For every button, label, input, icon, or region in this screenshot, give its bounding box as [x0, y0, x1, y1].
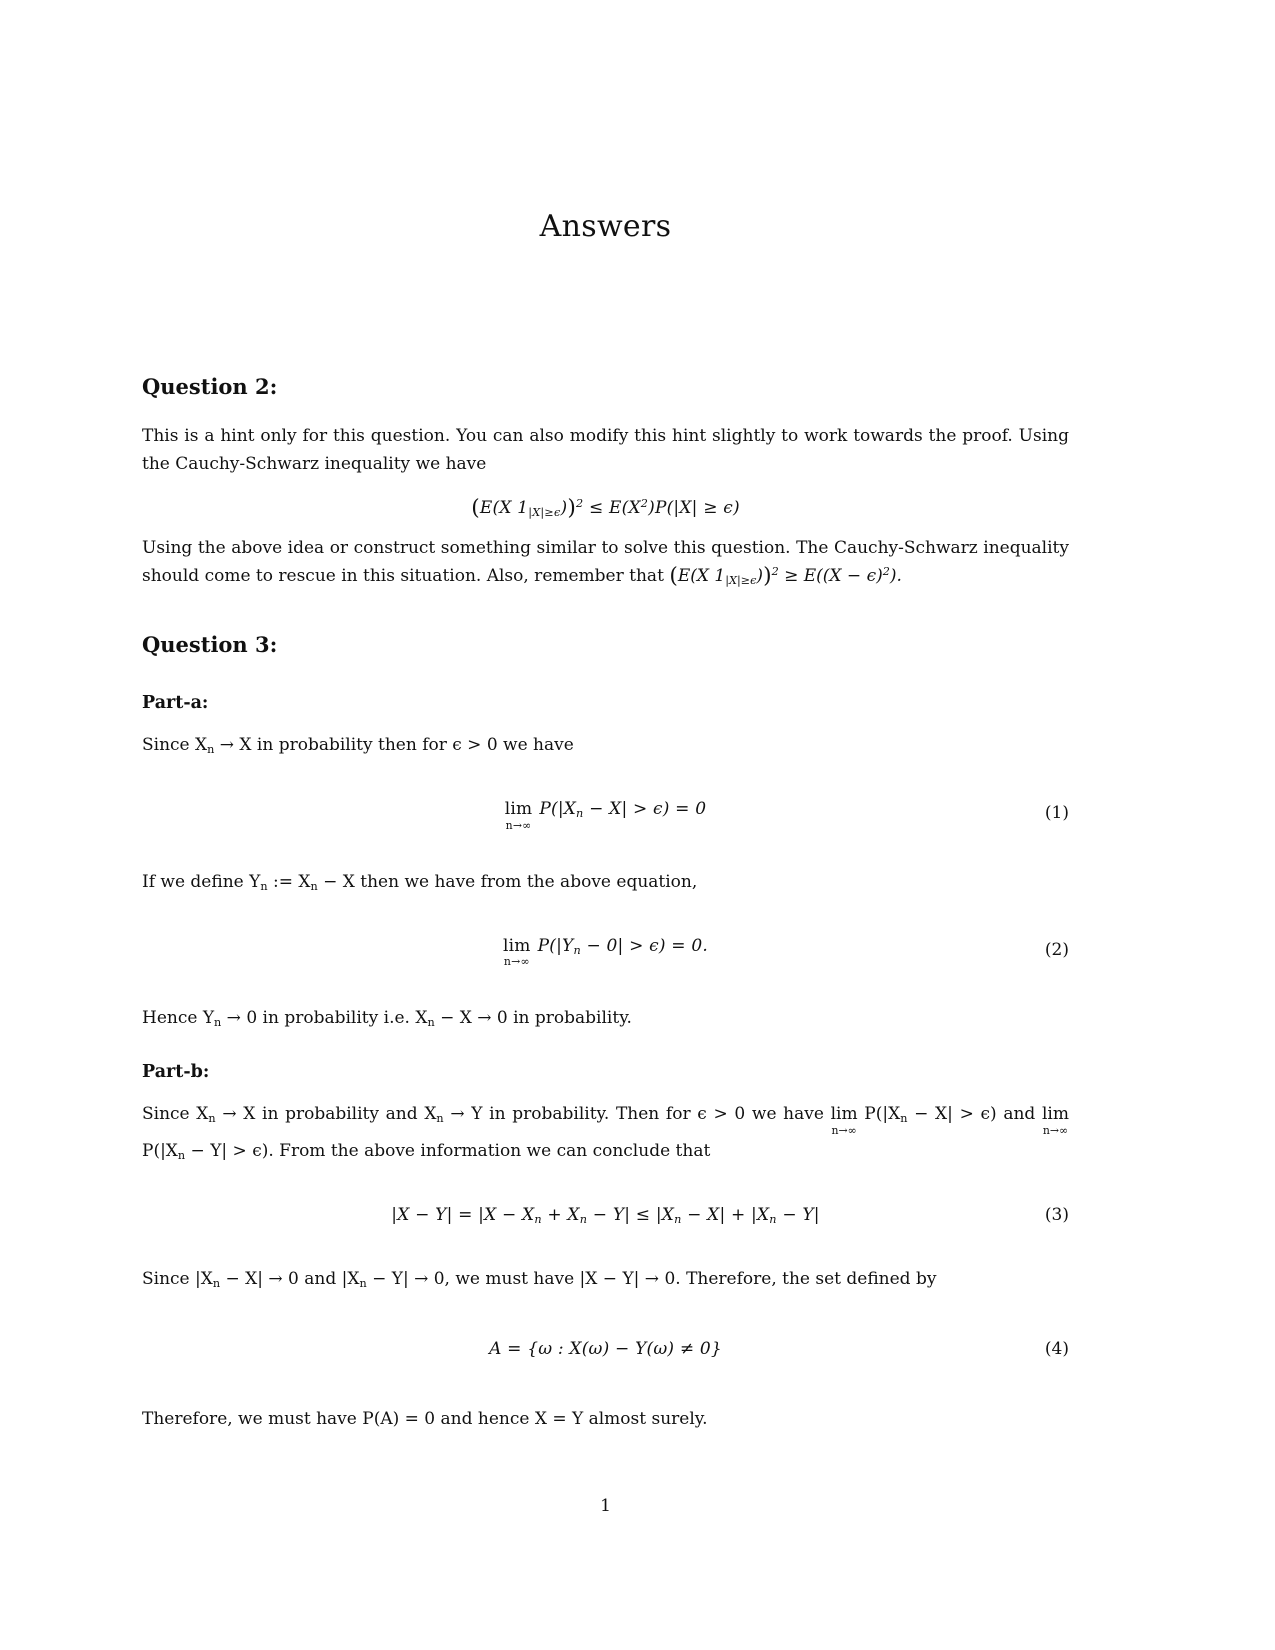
math-run: |X − Y| = |X − X — [391, 1204, 535, 1225]
part-b-para1 — [142, 1100, 1069, 1165]
text-run: − X then we have from the above equation, — [317, 871, 698, 892]
part-b-para3: Therefore, we must have P(A) = 0 and hence X = Y almost surely. — [142, 1409, 708, 1430]
inline-math — [669, 564, 902, 590]
part-a-para2 — [142, 868, 1069, 896]
math-subscript: |X|≥ϵ — [725, 574, 757, 588]
lim-subscript: n→∞ — [1042, 1123, 1069, 1137]
page-number: 1 — [600, 1496, 611, 1516]
math-subscript: n — [310, 879, 318, 893]
big-paren: ( — [669, 564, 678, 590]
part-a-para1 — [142, 731, 1069, 759]
lim-text: lim — [1041, 1104, 1069, 1125]
equation-4 — [142, 1335, 1069, 1363]
math-subscript: n — [207, 742, 215, 756]
text-run: := X — [267, 871, 311, 892]
equation-number: (4) — [1044, 1338, 1069, 1359]
math-run: P(|X — [539, 798, 577, 819]
part-b-para2 — [142, 1265, 1069, 1293]
math-run: − 0| > ϵ) = 0. — [580, 935, 708, 956]
big-paren: ) — [567, 495, 577, 521]
math-subscript: n — [900, 1111, 908, 1125]
text-run: − Y| > ϵ). From the above information we can conclude that — [185, 1140, 711, 1161]
lim-text: lim — [504, 798, 533, 819]
math-run: ≤ E(X — [583, 498, 641, 519]
math-run: P(|Y — [537, 935, 574, 956]
equation-body — [503, 932, 708, 969]
equation-number: (2) — [1044, 939, 1069, 960]
lim-subscript: n→∞ — [505, 818, 532, 832]
text-run: − X| → 0 and |X — [220, 1268, 360, 1289]
equation-body — [505, 795, 707, 832]
text-run: P(|X — [857, 1104, 901, 1125]
math-run: E(X 1 — [479, 498, 529, 519]
text-run: → X in probability and X — [215, 1104, 437, 1125]
big-paren: ( — [471, 495, 480, 521]
equation-number: (3) — [1044, 1204, 1069, 1225]
limit-operator — [503, 937, 531, 969]
math-subscript: n — [208, 1111, 216, 1125]
text-run: → 0 in probability i.e. X — [221, 1008, 428, 1029]
math-superscript: 2 — [882, 565, 890, 579]
math-subscript: |X|≥ϵ — [528, 506, 561, 520]
part-a-heading: Part-a: — [142, 693, 209, 714]
math-run: ≥ E((X − ϵ) — [778, 566, 883, 587]
math-run: − X| > ϵ) = 0 — [583, 798, 707, 819]
question2-para2 — [142, 534, 1069, 590]
math-subscript: n — [214, 1016, 222, 1030]
question3-heading: Question 3: — [142, 632, 278, 658]
limit-operator — [1042, 1105, 1069, 1137]
equation-1 — [142, 795, 1069, 832]
text-run: Since X — [142, 1104, 209, 1125]
math-run: ) — [560, 498, 568, 519]
math-subscript: n — [674, 1212, 682, 1226]
math-run: ) — [756, 566, 764, 587]
text-run: Since |X — [142, 1268, 213, 1289]
lim-subscript: n→∞ — [831, 1123, 857, 1137]
math-subscript: n — [427, 1016, 435, 1030]
math-run: + X — [541, 1204, 580, 1225]
cauchy-schwarz-equation — [142, 494, 1069, 522]
lim-subscript: n→∞ — [503, 955, 530, 969]
document-title: Answers — [539, 209, 672, 244]
question3-section — [142, 628, 1069, 1433]
math-subscript: n — [576, 806, 584, 820]
math-superscript: 2 — [640, 497, 649, 511]
lim-text: lim — [503, 935, 531, 956]
text-run: Hence Y — [142, 1008, 215, 1029]
equation-body — [471, 494, 740, 522]
math-run: )P(|X| ≥ ϵ) — [648, 498, 740, 519]
part-b-heading: Part-b: — [142, 1062, 210, 1083]
math-run: E(X 1 — [677, 566, 726, 587]
math-subscript: n — [177, 1148, 186, 1162]
math-subscript: n — [212, 1276, 221, 1290]
text-run: If we define Y — [142, 871, 261, 892]
text-run: − X → 0 in probability. — [434, 1008, 632, 1029]
math-subscript: n — [573, 943, 581, 957]
text-run: Using the above idea or construct something similar to solve this question. The Cauchy-Schwarz inequality should come to rescue in this situation. Also, remember that — [142, 538, 1069, 587]
equation-2 — [142, 932, 1069, 969]
math-run: − X| + |X — [681, 1204, 770, 1225]
equation-3 — [142, 1201, 1069, 1229]
math-superscript: 2 — [576, 497, 584, 511]
equation-body — [391, 1201, 819, 1229]
math-subscript: n — [260, 879, 268, 893]
math-subscript: n — [534, 1212, 542, 1226]
equation-number: (1) — [1044, 803, 1069, 824]
big-paren: ) — [763, 564, 772, 590]
question2-section — [142, 370, 1069, 591]
text-run: − Y| → 0, we must have |X − Y| → 0. Therefore, the set defined by — [366, 1268, 937, 1289]
text-run: Since X — [142, 734, 208, 755]
text-run: − X| > ϵ) and — [907, 1104, 1042, 1125]
math-subscript: n — [436, 1111, 444, 1125]
math-subscript: n — [359, 1276, 367, 1290]
lim-text: lim — [830, 1104, 858, 1125]
math-subscript: n — [579, 1212, 588, 1226]
math-run: − Y| — [776, 1204, 820, 1225]
equation-body: A = {ω : X(ω) − Y(ω) ≠ 0} — [489, 1338, 722, 1359]
text-run: P(|X — [142, 1140, 178, 1161]
limit-operator — [831, 1105, 858, 1137]
part-a-para3 — [142, 1004, 1069, 1032]
question2-heading: Question 2: — [142, 373, 278, 399]
math-run: − Y| ≤ |X — [587, 1204, 675, 1225]
question2-para1: This is a hint only for this question. You can also modify this hint slightly to work towards the proof. Using the Cauchy-Schwarz inequality we have — [142, 426, 1069, 475]
limit-operator — [505, 800, 533, 832]
text-run: → Y in probability. Then for ϵ > 0 we have — [443, 1104, 831, 1125]
math-superscript: 2 — [771, 565, 779, 579]
math-subscript: n — [769, 1212, 777, 1226]
math-run: ). — [889, 566, 902, 587]
text-run: → X in probability then for ϵ > 0 we have — [214, 734, 574, 755]
